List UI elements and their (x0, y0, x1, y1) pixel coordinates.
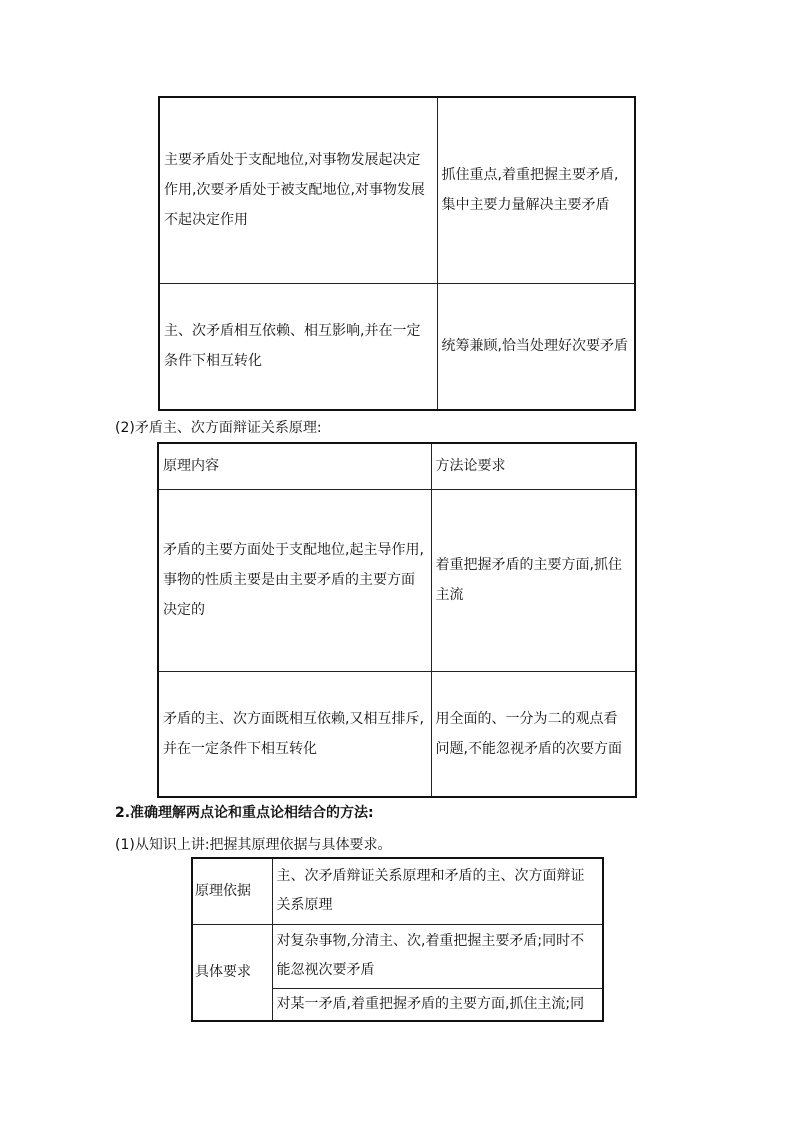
table-row (158, 489, 636, 671)
paragraph-subheading: (2)矛盾主、次方面辩证关系原理: (115, 420, 322, 436)
table-row (158, 671, 636, 797)
table-row (192, 924, 603, 988)
table-row (159, 283, 635, 410)
table-cell: 主、次矛盾辩证关系原理和矛盾的主、次方面辩证关系原理 (272, 858, 603, 924)
table-row (159, 97, 635, 283)
table-cell: 着重把握矛盾的主要方面,抓住主流 (431, 489, 636, 671)
principle-table-main-secondary-contradiction (158, 96, 636, 411)
paragraph-subheading: (1)从知识上讲:把握其原理依据与具体要求。 (115, 837, 392, 853)
method-table-two-point-theory (191, 857, 604, 1022)
table-header-cell: 方法论要求 (431, 443, 636, 489)
table-cell: 对复杂事物,分清主、次,着重把握主要矛盾;同时不能忽视次要矛盾 (272, 924, 603, 988)
table-header-row (158, 443, 636, 489)
table-cell: 主要矛盾处于支配地位,对事物发展起决定作用,次要矛盾处于被支配地位,对事物发展不起决定作用 (159, 97, 437, 283)
section-heading: 2.准确理解两点论和重点论相结合的方法: (115, 805, 374, 821)
table-cell: 用全面的、一分为二的观点看问题,不能忽视矛盾的次要方面 (431, 671, 636, 797)
table-cell: 抓住重点,着重把握主要矛盾,集中主要力量解决主要矛盾 (437, 97, 635, 283)
principle-table-contradiction-aspects (157, 442, 637, 798)
table-cell: 对某一矛盾,着重把握矛盾的主要方面,抓住主流;同 (272, 988, 603, 1021)
table-label-cell: 具体要求 (192, 924, 272, 1021)
table-label-cell: 原理依据 (192, 858, 272, 924)
table-cell: 矛盾的主要方面处于支配地位,起主导作用,事物的性质主要是由主要矛盾的主要方面决定的 (158, 489, 431, 671)
table-cell: 矛盾的主、次方面既相互依赖,又相互排斥,并在一定条件下相互转化 (158, 671, 431, 797)
table-header-cell: 原理内容 (158, 443, 431, 489)
table-cell: 主、次矛盾相互依赖、相互影响,并在一定条件下相互转化 (159, 283, 437, 410)
table-row (192, 858, 603, 924)
table-cell: 统筹兼顾,恰当处理好次要矛盾 (437, 283, 635, 410)
